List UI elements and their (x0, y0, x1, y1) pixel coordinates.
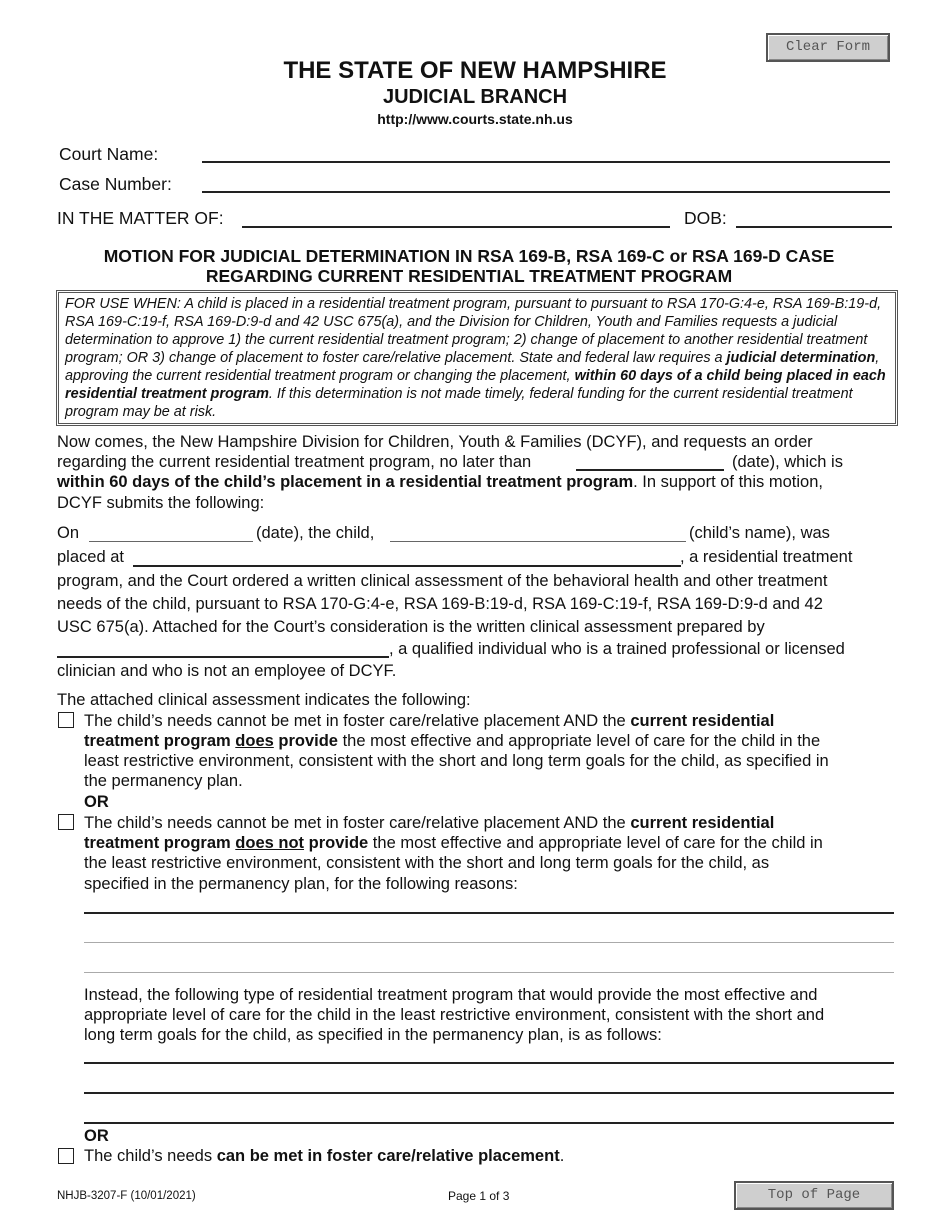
matter-label: IN THE MATTER OF: (57, 208, 224, 228)
deadline-date-underline (576, 469, 724, 471)
option1-line2: treatment program does provide the most effective and appropriate level of care for the child in the (84, 732, 821, 750)
intro-line2a: regarding the current residential treatment program, no later than (57, 453, 532, 471)
use-notice-box (56, 290, 898, 426)
motion-title-line2: REGARDING CURRENT RESIDENTIAL TREATMENT PROGRAM (205, 266, 733, 286)
placement-date-underline (89, 541, 253, 542)
child-name-label: (child’s name), was (689, 524, 830, 542)
residential-label: , a residential treatment (680, 548, 853, 566)
clear-form-button[interactable]: Clear Form (766, 33, 890, 62)
date-child-label: (date), the child, (256, 524, 375, 542)
alternative-underline-1 (84, 1062, 894, 1064)
or-separator-1: OR (84, 793, 109, 811)
placement-line5: USC 675(a). Attached for the Court’s consideration is the written clinical assessment prepared by (57, 618, 765, 636)
option3-line: The child’s needs can be met in foster care/relative placement. (84, 1147, 565, 1165)
alternative-program-line-3[interactable] (84, 1105, 896, 1123)
or-separator-2: OR (84, 1127, 109, 1145)
intro-line1: Now comes, the New Hampshire Division for Children, Youth & Families (DCYF), and requests an order (57, 433, 813, 451)
reasons-line-3[interactable] (84, 955, 896, 973)
alternative-program-line-1[interactable] (84, 1045, 896, 1063)
placement-line4: needs of the child, pursuant to RSA 170-G:4-e, RSA 169-B:19-d, RSA 169-C:19-f, RSA 169-D:9-d and 42 (57, 595, 823, 613)
use-notice-text: FOR USE WHEN: A child is placed in a residential treatment program, pursuant to pursuant to RSA 170-G:4-e, RSA 169-B:19-d, RSA 169-C:19-f, RSA 169-D:9-d and 42 USC 675(a), and the Division for Children, Youth and Families requests a judicial determination to approve 1) the current residential treatment program; 2) change of placement to another residential treatment program; OR 3) change of placement to foster care/relative placement. State and federal law requires a judicial determination, approving the current residential treatment program or changing the placement, within 60 days of a child being placed in each residential treatment program. If this determination is not made timely, federal funding for the current residential treatment program may be at risk. (65, 296, 886, 420)
case-number-input[interactable] (202, 172, 892, 192)
option-can-be-met-checkbox[interactable] (58, 1148, 74, 1164)
option1-line4: the permanency plan. (84, 772, 243, 790)
option1-line1: The child’s needs cannot be met in foster care/relative placement AND the current residential (84, 712, 775, 730)
program-name-input[interactable] (133, 547, 683, 565)
alternative-underline-3 (84, 1122, 894, 1124)
state-heading: THE STATE OF NEW HAMPSHIRE (283, 57, 667, 84)
court-url: http://www.courts.state.nh.us (377, 111, 573, 127)
matter-input[interactable] (242, 206, 672, 226)
dob-underline (736, 226, 892, 228)
placed-at-label: placed at (57, 548, 124, 566)
placement-line6: , a qualified individual who is a trained professional or licensed (389, 640, 845, 658)
motion-title-line1: MOTION FOR JUDICIAL DETERMINATION IN RSA 169-B, RSA 169-C or RSA 169-D CASE (103, 246, 835, 266)
intro-line4: DCYF submits the following: (57, 494, 265, 512)
top-of-page-button[interactable]: Top of Page (734, 1181, 894, 1210)
reasons-underline-3 (84, 972, 894, 973)
reasons-line-1[interactable] (84, 895, 896, 913)
form-id: NHJB-3207-F (10/01/2021) (57, 1190, 196, 1202)
alternative-underline-2 (84, 1092, 894, 1094)
option2-line4: specified in the permanency plan, for the following reasons: (84, 875, 518, 893)
on-label: On (57, 524, 80, 542)
option-does-not-provide-checkbox[interactable] (58, 814, 74, 830)
option2-line2: treatment program does not provide the most effective and appropriate level of care for the child in (84, 834, 823, 852)
program-name-underline (133, 565, 681, 567)
option2-line1: The child’s needs cannot be met in foster care/relative placement AND the current residential (84, 814, 775, 832)
option-does-provide-checkbox[interactable] (58, 712, 74, 728)
option1-line3: least restrictive environment, consistent with the short and long term goals for the child, as specified in (84, 752, 829, 770)
instead-line2: appropriate level of care for the child in the least restrictive environment, consistent with the short and (84, 1006, 825, 1024)
placement-date-input[interactable] (89, 523, 255, 541)
branch-heading: JUDICIAL BRANCH (382, 86, 568, 108)
matter-underline (242, 226, 670, 228)
intro-line2b: (date), which is (732, 453, 843, 471)
intro-line3: within 60 days of the child’s placement in a residential treatment program. In support of this motion, (57, 473, 823, 491)
placement-line7: clinician and who is not an employee of DCYF. (57, 662, 397, 680)
case-number-underline (202, 191, 890, 193)
reasons-underline-2 (84, 942, 894, 943)
case-number-label: Case Number: (59, 174, 172, 194)
instead-line3: long term goals for the child, as specified in the permanency plan, is as follows: (84, 1026, 662, 1044)
assessor-name-underline (57, 656, 389, 658)
court-name-input[interactable] (202, 142, 892, 162)
court-name-label: Court Name: (59, 144, 159, 164)
placement-line3: program, and the Court ordered a written clinical assessment of the behavioral health and other treatment (57, 572, 828, 590)
page-number: Page 1 of 3 (448, 1189, 510, 1203)
option2-line3: the least restrictive environment, consistent with the short and long term goals for the child, as (84, 854, 770, 872)
dob-label: DOB: (684, 208, 727, 228)
reasons-underline-1 (84, 912, 894, 914)
child-name-underline (390, 541, 686, 542)
instead-line1: Instead, the following type of residential treatment program that would provide the most effective and (84, 986, 818, 1004)
child-name-input[interactable] (390, 523, 688, 541)
assessment-intro: The attached clinical assessment indicates the following: (57, 691, 471, 709)
assessor-name-input[interactable] (57, 638, 391, 656)
deadline-date-input[interactable] (576, 451, 726, 469)
dob-input[interactable] (736, 206, 894, 226)
reasons-line-2[interactable] (84, 925, 896, 943)
alternative-program-line-2[interactable] (84, 1075, 896, 1093)
court-name-underline (202, 161, 890, 163)
